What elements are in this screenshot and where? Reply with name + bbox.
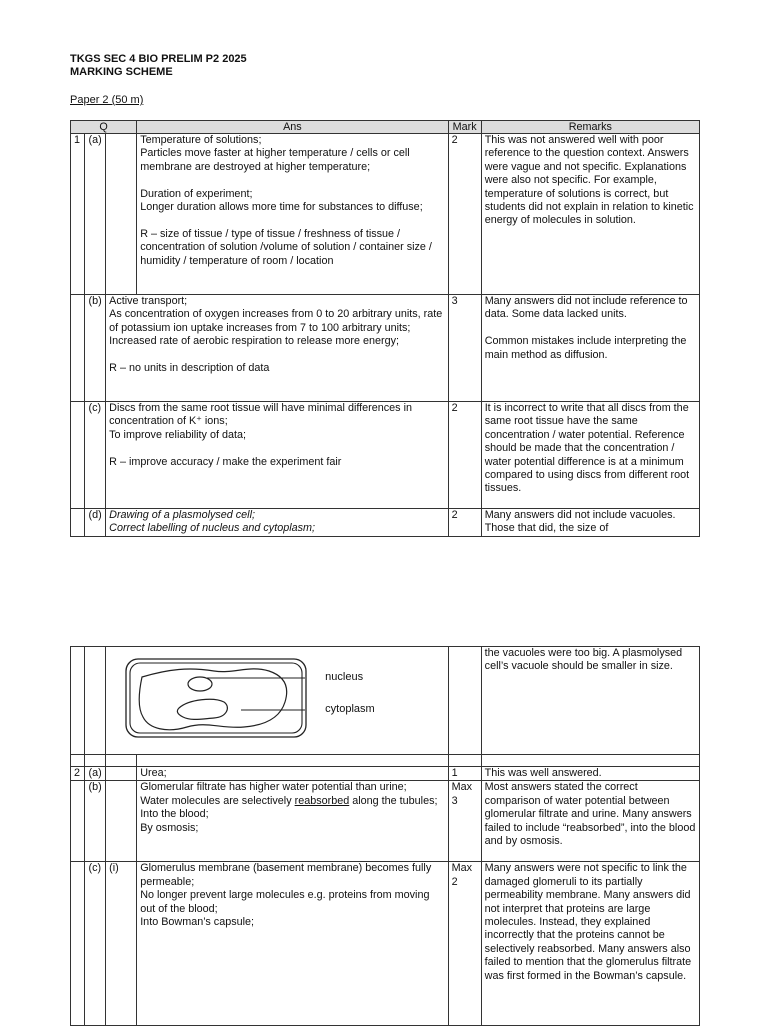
table-row-1d-cont (71, 647, 700, 755)
table-header-row (71, 121, 700, 134)
mark-cell: 2 (448, 402, 481, 509)
answer-cell: Urea; (137, 767, 448, 781)
marking-table-1 (70, 120, 700, 537)
col-ans: Ans (137, 121, 448, 134)
plasmolysed-cell-diagram (109, 647, 439, 751)
q-sub: (b) (85, 781, 106, 862)
answer-cell: Temperature of solutions; Particles move faster at higher temperature / cells or cell membrane are destroyed at higher temperature; Duration of experiment; Longer duration allows more time for substances to diffuse; R – size of tissue / type of tissue / freshness of tissue / concentration of solution /volume of solution / container size / humidity / temperature of room / location (137, 134, 448, 295)
doc-subtitle: MARKING SCHEME (70, 66, 173, 78)
answer-cell: Glomerulus membrane (basement membrane) becomes fully permeable; No longer prevent large molecules e.g. proteins from moving out of the blood; Into Bowman’s capsule; (137, 862, 448, 1026)
col-remarks: Remarks (481, 121, 699, 134)
table-row-1d (71, 509, 700, 537)
mark-cell: 2 (448, 509, 481, 537)
remarks-cell: Many answers were not specific to link the damaged glomeruli to its partially permeability membrane. Many answers did not interpret that proteins are large molecules. Instead, they explained incorrectly that the proteins cannot be selectively reabsorbed. Many answers also failed to mention that the glomerulus filtrate was first formed in the Bowman’s capsule. (481, 862, 699, 1026)
doc-title: TKGS SEC 4 BIO PRELIM P2 2025 (70, 53, 247, 65)
mark-cell: 3 (448, 295, 481, 402)
table-row-2a (71, 767, 700, 781)
q-sub: (b) (85, 295, 106, 402)
q-part: (i) (106, 862, 137, 1026)
mark-cell: 1 (448, 767, 481, 781)
table-row-1a (71, 134, 700, 295)
q-number: 1 (71, 134, 85, 295)
vacuole-shape (178, 699, 228, 719)
table-row-2c-i (71, 862, 700, 1026)
q-sub: (c) (85, 862, 106, 1026)
remarks-cell: This was well answered. (481, 767, 699, 781)
table-row-1c (71, 402, 700, 509)
col-mark: Mark (448, 121, 481, 134)
mark-cell: Max 3 (448, 781, 481, 862)
q-sub: (d) (85, 509, 106, 537)
nucleus-shape (188, 677, 212, 691)
table-row-1b (71, 295, 700, 402)
remarks-cell: Most answers stated the correct comparison of water potential between glomerular filtrate and urine. Many answers failed to include “reabsorbed”, into the blood and by osmosis. (481, 781, 699, 862)
col-q: Q (71, 121, 137, 134)
answer-cell: Discs from the same root tissue will have minimal differences in concentration of K⁺ ions; To improve reliability of data; R – improve accuracy / make the experiment fair (106, 402, 448, 509)
answer-cell: Glomerular filtrate has higher water potential than urine; Water molecules are selectively reabsorbed along the tubules; Into the blood; By osmosis; (137, 781, 448, 862)
q-sub: (c) (85, 402, 106, 509)
marking-table-2 (70, 646, 700, 1026)
remarks-cell: This was not answered well with poor reference to the question context. Answers were vague and not specific. Explanations were also not specific. For example, temperature of solutions is correct, but students did not explain in relation to kinetic energy of molecules in solution. (481, 134, 699, 295)
remarks-cell: Many answers did not include vacuoles. Those that did, the size of (481, 509, 699, 537)
cytoplasm-label: cytoplasm (325, 703, 375, 715)
mark-cell: Max 2 (448, 862, 481, 1026)
answer-cell: Active transport; As concentration of oxygen increases from 0 to 20 arbitrary units, rate of potassium ion uptake increases from 7 to 100 arbitrary units; Increased rate of aerobic respiration to release more energy; R – no units in description of data (106, 295, 448, 402)
mark-cell: 2 (448, 134, 481, 295)
remarks-cell: the vacuoles were too big. A plasmolysed cell’s vacuole should be smaller in size. (481, 647, 699, 755)
remarks-cell: It is incorrect to write that all discs from the same root tissue have the same concentration / water potential. Reference should be made that the concentration / water potential difference is at a minimum compared to using discs from different root tissues. (481, 402, 699, 509)
table-row-2b (71, 781, 700, 862)
spacer-row (71, 755, 700, 767)
q-number: 2 (71, 767, 85, 781)
paper-label: Paper 2 (50 m) (70, 94, 144, 106)
diagram-cell (106, 647, 448, 755)
answer-cell: Drawing of a plasmolysed cell; Correct labelling of nucleus and cytoplasm; (106, 509, 448, 537)
remarks-cell: Many answers did not include reference to data. Some data lacked units. Common mistakes include interpreting the main method as diffusion. (481, 295, 699, 402)
nucleus-label: nucleus (325, 671, 364, 683)
q-sub: (a) (85, 767, 106, 781)
q-sub: (a) (85, 134, 106, 295)
